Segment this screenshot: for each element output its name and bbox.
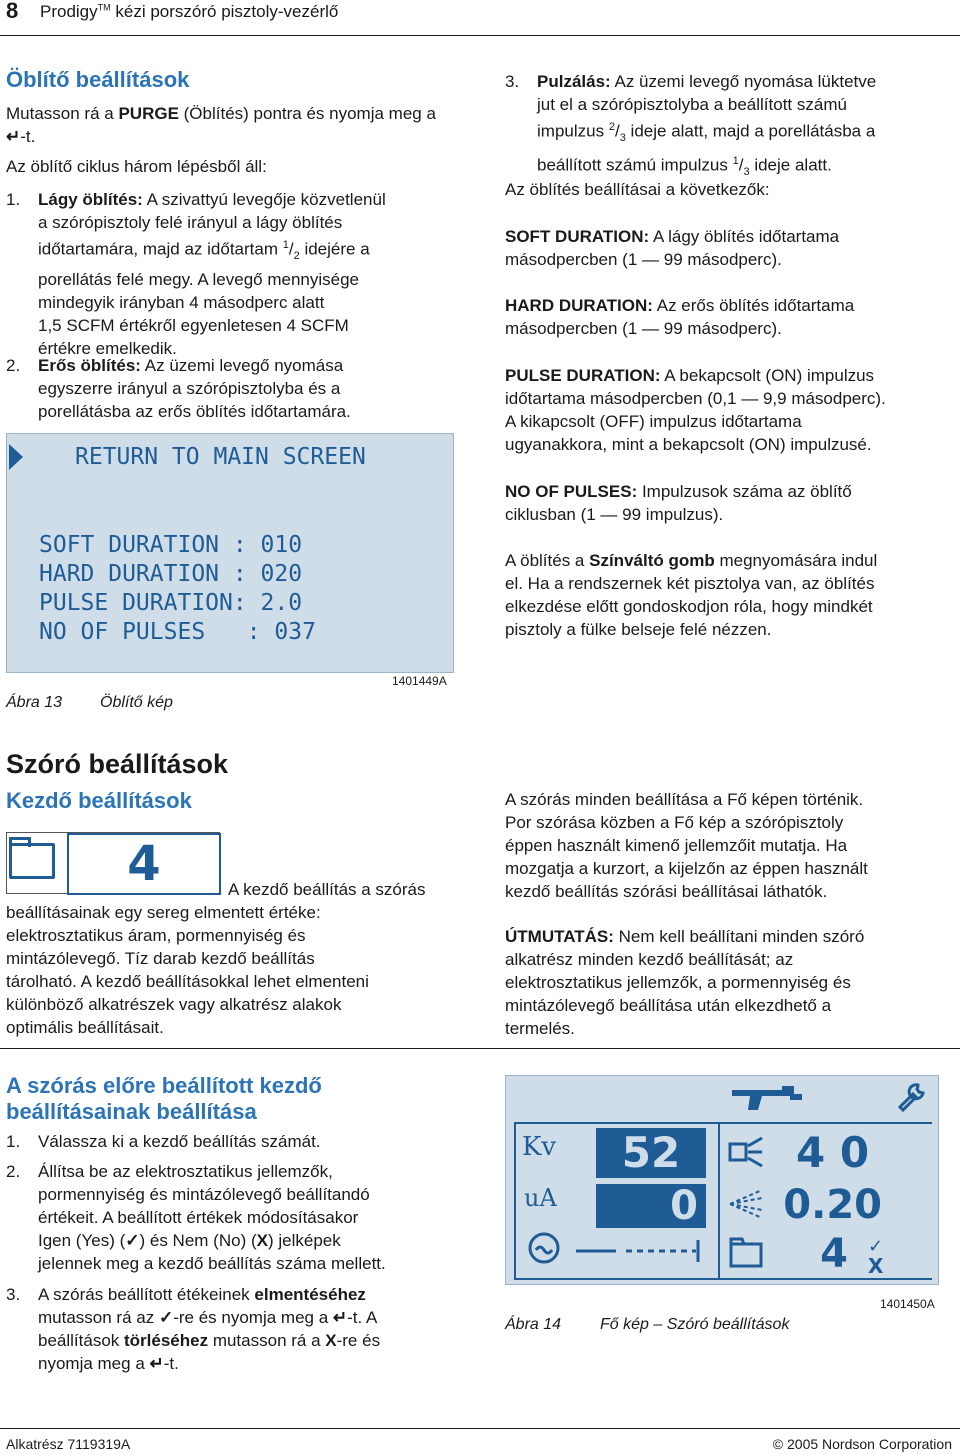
setting-no-of-pulses: NO OF PULSES: Impulzusok száma az öblítő ciklusban (1 — 99 impulzus). — [505, 482, 852, 524]
spray-note: ÚTMUTATÁS: Nem kell beállítani minden szóró alkatrész minden kezdő beállítását; az elektrosztatikus jellemzők, a pormennyiség és mintázólevegő beállítása után elkezdhető a termelés. — [505, 927, 865, 1038]
setpreset-step-2: 2. Állítsa be az elektrosztatikus jellemzők, pormennyiség és mintázólevegő beállítandó értékeit. A beállított értékek módosításakor Igen (Yes) (✓) és Nem (No) (X) jelképek jelennek meg a kezdő beállítás száma mellett. — [6, 1162, 386, 1273]
pulse-duration-row[interactable]: PULSE DURATION: 2.0 — [39, 590, 303, 616]
ua-label: uA — [524, 1184, 557, 1212]
setpreset-step-1: 1. Válassza ki a kezdő beállítás számát. — [6, 1132, 321, 1151]
trademark: TM — [97, 2, 111, 13]
purge-step-3: 3. Pulzálás: Az üzemi levegő nyomása lüktetve jut el a szórópisztolyba a beállított számú impulzus $^2/_3$ ideje alatt, majd a porellátásba a beállított számú impulzus $^1/_3$ ideje alatt. — [505, 72, 877, 179]
wrench-icon — [896, 1082, 926, 1112]
air-value[interactable]: 0.20 — [783, 1182, 882, 1228]
gun-trigger-icon — [576, 1236, 706, 1266]
purge-step-1: 1. Lágy öblítés: A szivattyú levegője közvetlenül a szórópisztoly felé irányul a lágy öblítés időtartamára, majd az időtartam $^1/_2$ idejére a porellátás felé megy. A levegő mennyisége mindegyik irányban 4 másodperc alatt 1,5 SCFM értékről egyenletesen 4 SCFM értékre emelkedik. — [6, 190, 386, 359]
purge-step-2: 2. Erős öblítés: Az üzemi levegő nyomása egyszerre irányul a szórópisztolyba és a porellátásba az erős öblítés időtartamára. — [6, 356, 351, 421]
figure-13-label: Ábra 13 — [6, 694, 63, 711]
footer-rule — [0, 1428, 960, 1429]
enter-key-icon: ↵ — [6, 127, 21, 146]
purge-steps-intro: Az öblítő ciklus három lépésből áll: — [6, 157, 267, 176]
running-header — [40, 2, 338, 22]
figure-14-caption: Fő kép – Szóró beállítások — [600, 1316, 790, 1333]
settings-intro: Az öblítés beállításai a következők: — [505, 180, 770, 199]
no-of-pulses-row[interactable]: NO OF PULSES : 037 — [39, 619, 316, 645]
folder-icon — [728, 1236, 764, 1270]
setting-pulse-duration: PULSE DURATION: A bekapcsolt (ON) impulzus időtartama másodpercben (0,1 — 9,9 másodperc). A kikapcsolt (OFF) impulzus időtartama ugyanakkora, mint a bekapcsolt (ON) impulzusé. — [505, 366, 886, 454]
yes-check-icon: ✓ — [158, 1308, 174, 1327]
product-name: Prodigy — [40, 2, 98, 21]
enter-key-icon: ↵ — [149, 1354, 164, 1373]
yes-check-icon: ✓ — [125, 1231, 140, 1250]
enter-key-icon: ↵ — [332, 1308, 348, 1327]
part-number: Alkatrész 7119319A — [6, 1436, 131, 1452]
yes-check-icon[interactable]: ✓ — [868, 1236, 884, 1257]
kv-value[interactable]: 52 — [596, 1128, 706, 1178]
purge-intro: Mutasson rá a PURGE (Öblítés) pontra és nyomja meg a ↵-t. — [6, 104, 436, 146]
return-to-main-screen[interactable]: RETURN TO MAIN SCREEN — [75, 444, 366, 470]
pattern-air-icon — [726, 1186, 766, 1222]
figure-14-code: 1401450A — [880, 1297, 935, 1311]
page-number: 8 — [6, 0, 19, 23]
electrostatic-icon — [526, 1230, 562, 1266]
no-x-icon[interactable]: X — [868, 1254, 884, 1278]
spray-heading: Szóró beállítások — [6, 749, 229, 779]
purge-heading: Öblítő beállítások — [6, 67, 190, 92]
flow-value[interactable]: 4 0 — [796, 1128, 870, 1177]
setpreset-step-3: 3. A szórás beállított étékeinek elmentéséhez mutasson rá az ✓-re és nyomja meg a ↵-t. A beállítások törléséhez mutasson rá a X-re és nyomja meg a ↵-t. — [6, 1285, 381, 1373]
presets-heading: Kezdő beállítások — [6, 788, 192, 813]
preset-value[interactable]: 4 — [820, 1231, 848, 1277]
preset-text: beállításainak egy sereg elmentett értéke: elektrosztatikus áram, pormennyiség és mintázólevegő. Tíz darab kezdő beállítás tárolható. A kezdő beállításokkal lehet elmenteni különböző alkatrészek vagy alkatrész alakok optimális beállításait. — [6, 903, 369, 1037]
preset-number-display: 4 — [67, 833, 221, 895]
folder-icon — [9, 843, 55, 879]
header-rule — [0, 35, 960, 36]
setting-hard-duration: HARD DURATION: Az erős öblítés időtartama másodpercben (1 — 99 másodperc). — [505, 296, 855, 338]
hard-duration-row[interactable]: HARD DURATION : 020 — [39, 561, 303, 587]
purge-screen-display — [6, 433, 454, 673]
kv-label: Kv — [522, 1132, 557, 1162]
setting-soft-duration: SOFT DURATION: A lágy öblítés időtartama másodpercben (1 — 99 másodperc). — [505, 227, 840, 269]
section-rule — [0, 1048, 960, 1049]
ua-value[interactable]: 0 — [596, 1184, 706, 1228]
figure-13-code: 1401449A — [392, 674, 447, 688]
preset-text-line-0: A kezdő beállítás a szórás — [228, 880, 426, 899]
setpreset-heading: A szórás előre beállított kezdő beállításainak beállítása — [6, 1073, 322, 1124]
preset-icon-box — [6, 832, 220, 894]
main-screen-display — [505, 1075, 939, 1285]
header-subtitle: kézi porszóró pisztoly-vezérlő — [115, 2, 339, 21]
copyright: © 2005 Nordson Corporation — [772, 1436, 952, 1452]
figure-14-label: Ábra 14 — [505, 1316, 562, 1333]
spray-gun-icon — [728, 1082, 806, 1112]
purge-closing: A öblítés a Színváltó gomb megnyomására indul el. Ha a rendszernek két pisztolya van, az öblítés elkezdése előtt gondoskodjon róla, hogy mindkét pisztoly a fülke belseje felé nézzen. — [505, 551, 878, 639]
cursor-arrow-icon — [9, 444, 23, 470]
soft-duration-row[interactable]: SOFT DURATION : 010 — [39, 532, 303, 558]
spray-right-text: A szórás minden beállítása a Fő képen történik. Por szórása közben a Fő kép a szórópisztoly éppen használt kimenő jellemzőit mutatja. Ha mozgatja a kurzort, a kijelzőn az éppen használt kezdő beállítás szórási beállításai láthatók. — [505, 790, 868, 901]
powder-flow-icon — [726, 1134, 766, 1170]
figure-13-caption: Öblítő kép — [100, 694, 173, 711]
